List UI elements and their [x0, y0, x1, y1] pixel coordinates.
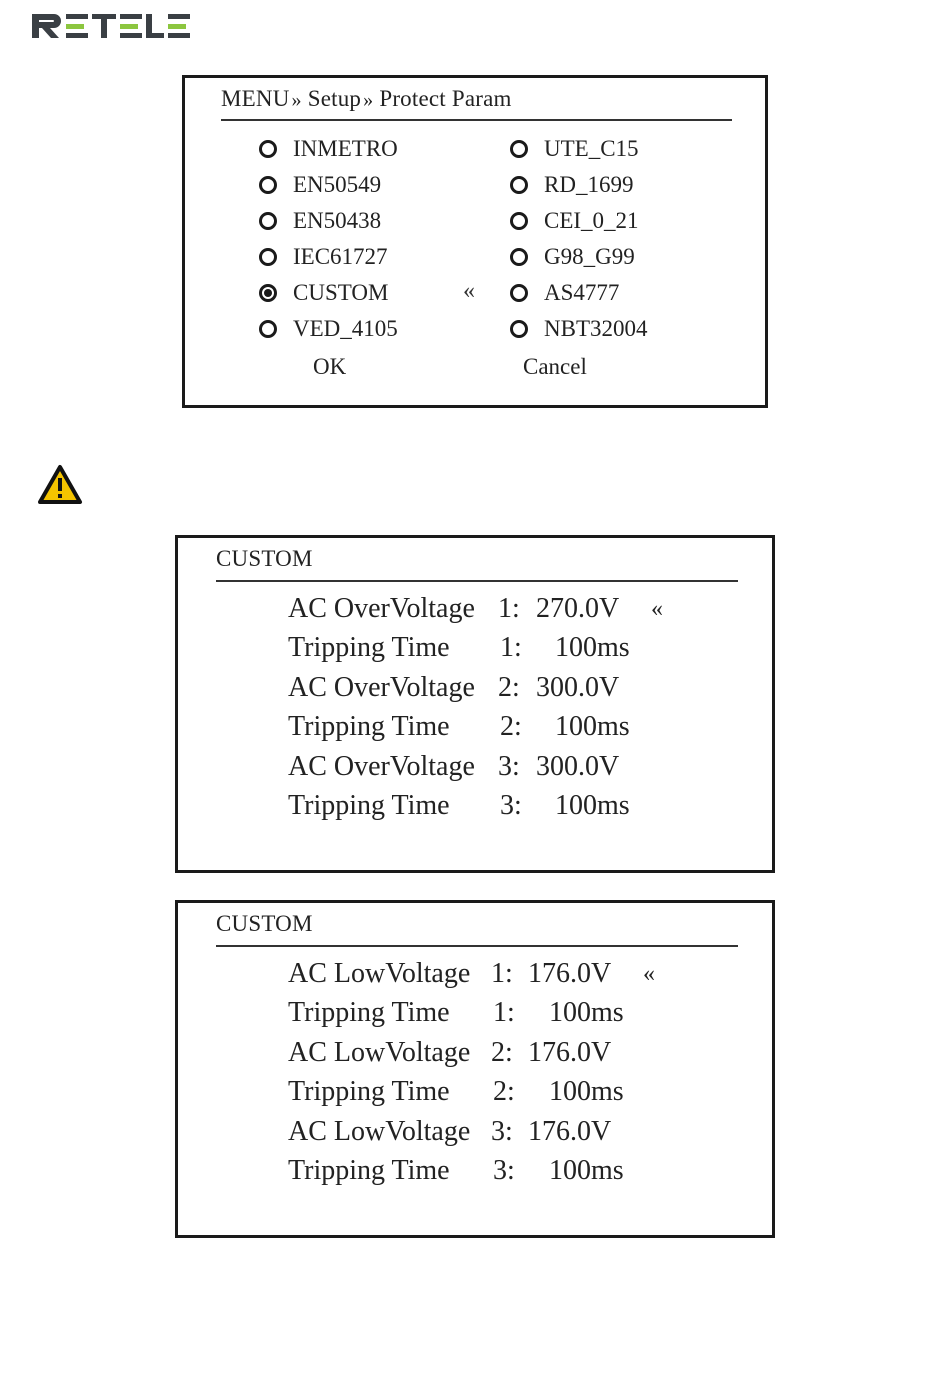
row-value[interactable]: 176.0V [528, 1116, 612, 1147]
row-label: Tripping Time [288, 1076, 450, 1107]
radio-selected-icon [259, 284, 277, 302]
row-label: AC LowVoltage [288, 958, 471, 989]
row-value[interactable]: 100ms [549, 1076, 624, 1107]
radio-icon [510, 248, 528, 266]
row-label: Tripping Time [288, 1155, 450, 1186]
option-label: AS4777 [544, 280, 620, 305]
row-label: AC OverVoltage [288, 751, 475, 782]
row-index: 1: [493, 997, 515, 1028]
option-iec61727[interactable] [259, 244, 388, 270]
option-label: EN50549 [293, 172, 382, 197]
warning-triangle-graphic [37, 464, 83, 506]
option-nbt32004[interactable] [510, 316, 648, 342]
retelec-logo [30, 8, 200, 42]
retelec-logo-graphic [30, 8, 200, 42]
option-label: UTE_C15 [544, 136, 639, 161]
breadcrumb-protect-param: Protect Param [379, 86, 512, 111]
option-cei-0-21[interactable] [510, 208, 639, 234]
row-label: AC LowVoltage [288, 1116, 471, 1147]
row-index: 1: [491, 958, 513, 989]
breadcrumb-separator: » [363, 89, 374, 111]
protect-param-screen [182, 75, 768, 408]
row-index: 3: [493, 1155, 515, 1186]
ok-button[interactable]: OK [313, 354, 347, 379]
radio-icon [510, 176, 528, 194]
option-en50549[interactable] [259, 172, 381, 198]
row-value[interactable]: 100ms [555, 632, 630, 663]
row-value[interactable]: 176.0V [528, 958, 612, 989]
breadcrumb [221, 86, 512, 112]
row-index: 2: [493, 1076, 515, 1107]
option-custom[interactable] [259, 280, 388, 306]
row-value[interactable]: 100ms [549, 1155, 624, 1186]
option-rd-1699[interactable] [510, 172, 633, 198]
row-label: Tripping Time [288, 790, 450, 821]
row-label: Tripping Time [288, 632, 450, 663]
breadcrumb-setup[interactable]: Setup [307, 86, 362, 111]
row-index: 2: [491, 1037, 513, 1068]
option-label: IEC61727 [293, 244, 388, 269]
radio-icon [259, 176, 277, 194]
radio-icon [259, 140, 277, 158]
option-as4777[interactable] [510, 280, 619, 306]
option-label: EN50438 [293, 208, 382, 233]
breadcrumb-separator: » [291, 89, 302, 111]
row-value[interactable]: 100ms [555, 790, 630, 821]
option-label: G98_G99 [544, 244, 635, 269]
row-value[interactable]: 300.0V [536, 751, 620, 782]
row-index: 2: [500, 711, 522, 742]
screen-title: CUSTOM [216, 911, 313, 936]
breadcrumb-menu[interactable]: MENU [221, 86, 290, 111]
cancel-button[interactable]: Cancel [523, 354, 587, 379]
option-ved-4105[interactable] [259, 316, 398, 342]
row-label: AC OverVoltage [288, 672, 475, 703]
row-index: 2: [498, 672, 520, 703]
radio-icon [510, 284, 528, 302]
row-index: 3: [498, 751, 520, 782]
radio-icon [510, 212, 528, 230]
radio-icon [510, 140, 528, 158]
row-label: Tripping Time [288, 997, 450, 1028]
option-inmetro[interactable] [259, 136, 398, 162]
row-index: 3: [500, 790, 522, 821]
custom-overvoltage-screen [175, 535, 775, 873]
header-divider [216, 580, 738, 582]
row-index: 1: [500, 632, 522, 663]
option-g98-g99[interactable] [510, 244, 635, 270]
row-index: 1: [498, 593, 520, 624]
option-label: NBT32004 [544, 316, 648, 341]
screen-title: CUSTOM [216, 546, 313, 571]
radio-icon [510, 320, 528, 338]
selection-arrow-icon: « [463, 278, 475, 304]
header-divider [216, 945, 738, 947]
row-index: 3: [491, 1116, 513, 1147]
option-label: RD_1699 [544, 172, 634, 197]
row-label: Tripping Time [288, 711, 450, 742]
option-label: INMETRO [293, 136, 398, 161]
warning-triangle-icon [37, 464, 83, 506]
row-value[interactable]: 270.0V [536, 593, 620, 624]
row-value[interactable]: 100ms [549, 997, 624, 1028]
radio-icon [259, 248, 277, 266]
row-value[interactable]: 300.0V [536, 672, 620, 703]
option-en50438[interactable] [259, 208, 381, 234]
custom-lowvoltage-screen [175, 900, 775, 1238]
option-label: CUSTOM [293, 280, 389, 305]
row-label: AC LowVoltage [288, 1037, 471, 1068]
row-value[interactable]: 176.0V [528, 1037, 612, 1068]
option-label: VED_4105 [293, 316, 398, 341]
option-ute-c15[interactable] [510, 136, 639, 162]
radio-icon [259, 212, 277, 230]
selection-arrow-icon: « [651, 596, 663, 622]
header-divider [221, 119, 732, 121]
radio-icon [259, 320, 277, 338]
option-label: CEI_0_21 [544, 208, 639, 233]
row-value[interactable]: 100ms [555, 711, 630, 742]
selection-arrow-icon: « [643, 961, 655, 987]
row-label: AC OverVoltage [288, 593, 475, 624]
